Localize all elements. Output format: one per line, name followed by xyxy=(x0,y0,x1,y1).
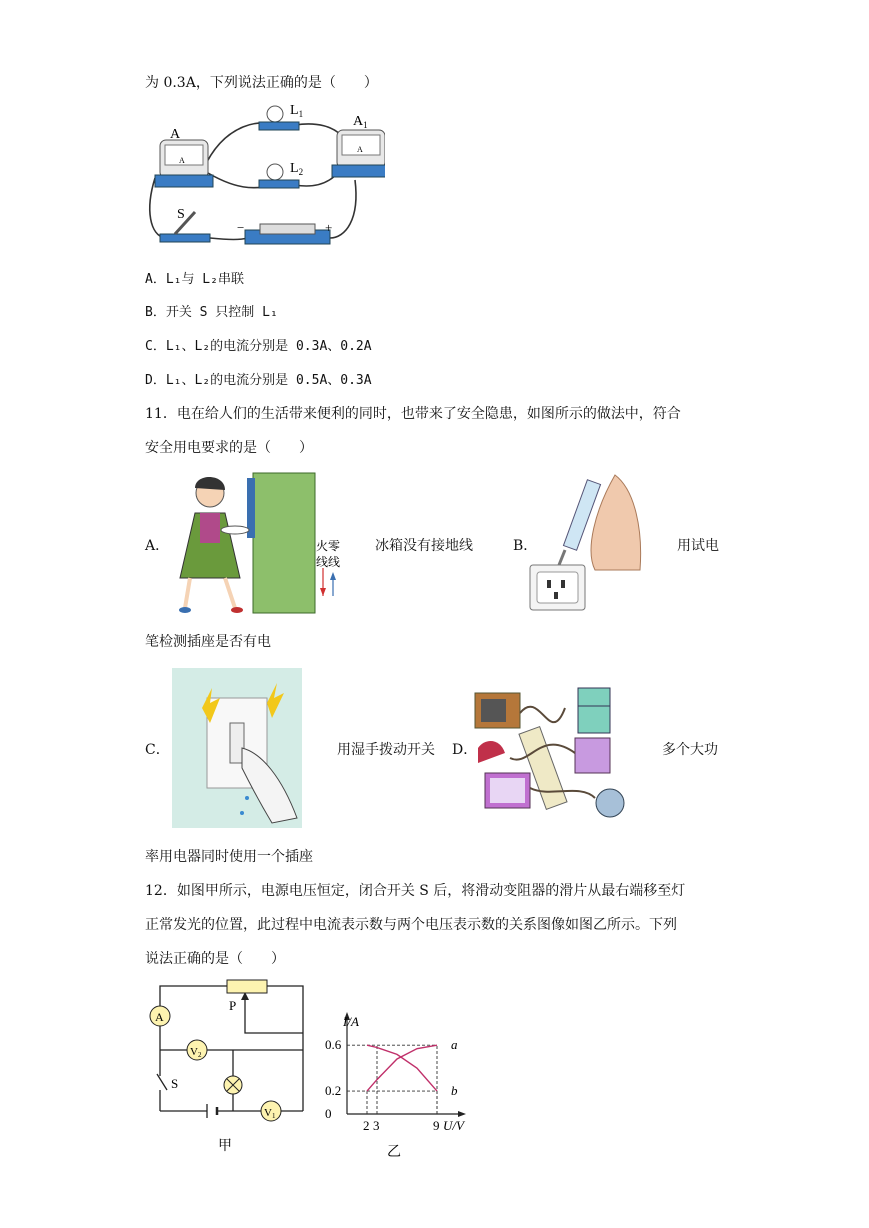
caption-jia: 甲 xyxy=(218,1139,232,1154)
series-label-a: a xyxy=(451,1037,458,1053)
caption-yi: 乙 xyxy=(387,1145,401,1160)
v1-label: V1 xyxy=(264,1107,276,1120)
meter-face-a: A xyxy=(179,156,185,165)
series-line-b xyxy=(367,1045,437,1091)
battery xyxy=(237,220,332,244)
label-p: P xyxy=(229,998,237,1013)
fridge-label-live-neutral: 火零 xyxy=(316,539,341,553)
label-a: A xyxy=(170,127,181,142)
meter-face-a1: A xyxy=(357,145,363,154)
q10-option-d: D．L₁、L₂的电流分别是 0.5A、0.3A xyxy=(145,373,372,388)
q11-d-prefix: D． xyxy=(452,742,478,758)
x-tick-label: 9 xyxy=(433,1118,440,1133)
q12-stem-line3: 说法正确的是（ ） xyxy=(145,951,285,967)
x-axis-arrow xyxy=(458,1111,466,1117)
q10-intro: 为 0.3A，下列说法正确的是（ ） xyxy=(145,75,378,91)
q11-stem-line1: 11．电在给人们的生活带来便利的同时，也带来了安全隐患，如图所示的做法中，符合 xyxy=(145,406,681,422)
q12-stem-line1: 12．如图甲所示，电源电压恒定，闭合开关 S 后，将滑动变阻器的滑片从最右端移至灯 xyxy=(145,883,686,899)
q11-b-test-pen-image xyxy=(525,470,650,615)
series-line-a xyxy=(367,1045,437,1091)
switch-label: S xyxy=(171,1076,179,1091)
q11-d-text-part1: 多个大功 xyxy=(662,742,718,758)
q10-option-a: A．L₁与 L₂串联 xyxy=(145,272,244,287)
ammeter-a1 xyxy=(332,114,385,177)
y-tick-label: 0.6 xyxy=(325,1037,342,1053)
y-axis-label: I/A xyxy=(343,1014,359,1029)
q11-a-prefix: A． xyxy=(145,538,170,554)
y-tick-label: 0.2 xyxy=(325,1083,342,1099)
q10-circuit-figure xyxy=(145,100,385,260)
q11-c-text: 用湿手拨动开关 xyxy=(337,742,435,758)
arrow-up-icon xyxy=(330,572,336,580)
q12-stem-line2: 正常发光的位置，此过程中电流表示数与两个电压表示数的关系图像如图乙所示。下列 xyxy=(145,917,677,933)
q11-b-text-part1: 用试电 xyxy=(677,538,719,554)
x-axis-label: U/V xyxy=(443,1118,464,1133)
battery-plus: + xyxy=(325,220,333,235)
x-tick-label: 2 xyxy=(363,1118,370,1133)
battery-minus: − xyxy=(237,220,245,235)
bulb-l1 xyxy=(259,103,303,130)
q11-b-prefix: B． xyxy=(513,538,538,554)
q11-d-overloaded-socket-image xyxy=(470,668,640,828)
q11-d-text-part2: 率用电器同时使用一个插座 xyxy=(145,849,313,865)
q11-stem-line2: 安全用电要求的是（ ） xyxy=(145,440,313,456)
q10-option-b: B．开关 S 只控制 L₁ xyxy=(145,305,278,320)
label-a1: $A_1$ xyxy=(353,114,368,130)
series-label-b: b xyxy=(451,1083,458,1099)
q11-c-prefix: C． xyxy=(145,742,170,758)
switch-s xyxy=(160,207,210,242)
q11-a-fridge-image xyxy=(165,468,345,618)
q12-circuit-jia xyxy=(145,978,315,1158)
q12-graph-yi xyxy=(325,1010,475,1160)
q11-a-text: 冰箱没有接地线 xyxy=(375,538,473,554)
q11-c-wet-switch-image xyxy=(172,668,302,828)
label-l2: $L_2$ xyxy=(290,161,304,177)
fridge-label-wire: 线线 xyxy=(316,555,341,569)
label-s: S xyxy=(177,207,185,222)
label-l1: $L_1$ xyxy=(290,103,304,119)
bulb-l2 xyxy=(259,161,303,188)
q11-b-text-part2: 笔检测插座是否有电 xyxy=(145,634,271,650)
x-tick-label: 3 xyxy=(373,1118,380,1133)
ammeter-label: A xyxy=(155,1010,164,1024)
ammeter-a xyxy=(155,127,213,187)
q10-option-c: C．L₁、L₂的电流分别是 0.3A、0.2A xyxy=(145,339,372,354)
rheostat xyxy=(227,980,267,993)
y-tick-label: 0 xyxy=(325,1106,332,1121)
v2-label: V2 xyxy=(190,1046,202,1059)
arrow-down-icon xyxy=(320,588,326,596)
